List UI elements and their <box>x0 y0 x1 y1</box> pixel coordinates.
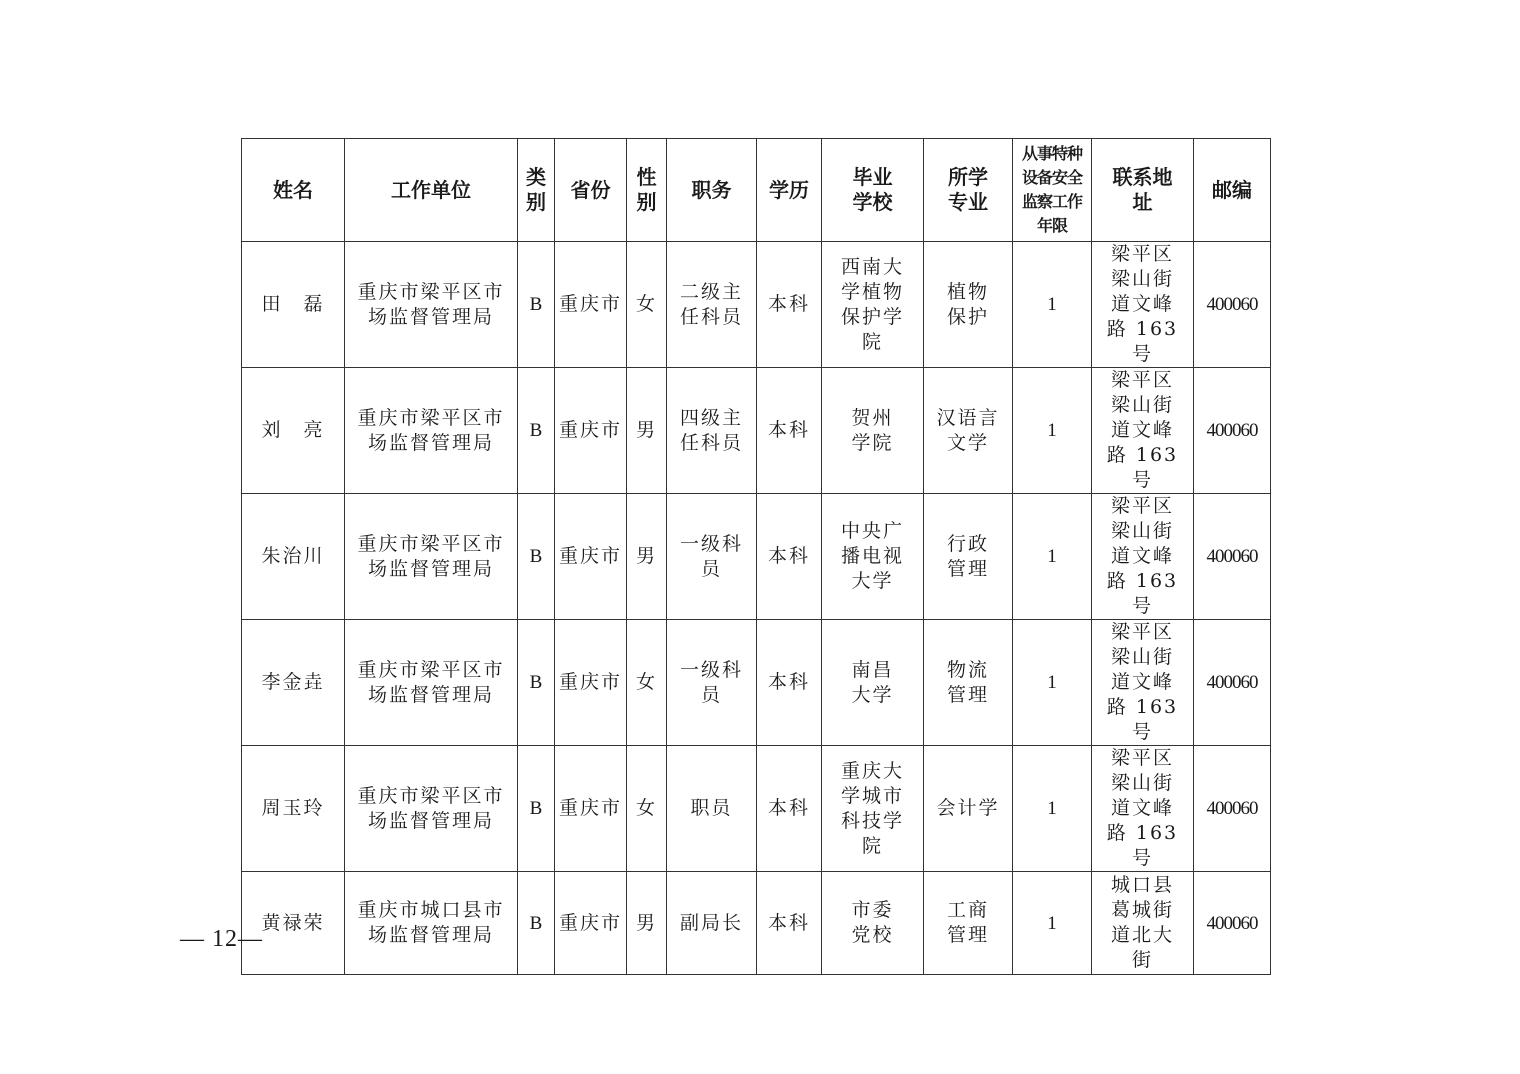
table-header-row <box>242 139 1271 242</box>
table-row <box>242 242 1271 368</box>
header-category: 类 别 <box>518 139 555 242</box>
cell-school: 西南大 学植物 保护学 院 <box>822 242 924 368</box>
cell-school: 市委 党校 <box>822 872 924 975</box>
cell-unit: 重庆市梁平区市 场监督管理局 <box>345 494 518 620</box>
cell-address: 梁平区 梁山街 道文峰 路 163 号 <box>1092 368 1194 494</box>
personnel-table <box>241 138 1271 975</box>
cell-school: 南昌 大学 <box>822 620 924 746</box>
cell-name: 黄禄荣 <box>242 872 345 975</box>
cell-province: 重庆市 <box>555 368 627 494</box>
cell-gender: 男 <box>627 368 667 494</box>
cell-name: 朱治川 <box>242 494 345 620</box>
cell-postal: 400060 <box>1194 242 1271 368</box>
cell-position: 二级主 任科员 <box>667 242 757 368</box>
cell-unit: 重庆市梁平区市 场监督管理局 <box>345 620 518 746</box>
cell-years: 1 <box>1013 620 1092 746</box>
cell-category: B <box>518 872 555 975</box>
cell-years: 1 <box>1013 746 1092 872</box>
cell-years: 1 <box>1013 242 1092 368</box>
cell-address: 梁平区 梁山街 道文峰 路 163 号 <box>1092 494 1194 620</box>
cell-postal: 400060 <box>1194 368 1271 494</box>
cell-education: 本科 <box>757 494 822 620</box>
table-row <box>242 494 1271 620</box>
cell-province: 重庆市 <box>555 620 627 746</box>
cell-postal: 400060 <box>1194 494 1271 620</box>
cell-address: 梁平区 梁山街 道文峰 路 163 号 <box>1092 620 1194 746</box>
cell-address: 梁平区 梁山街 道文峰 路 163 号 <box>1092 242 1194 368</box>
cell-category: B <box>518 368 555 494</box>
header-name: 姓名 <box>242 139 345 242</box>
table-row <box>242 620 1271 746</box>
cell-unit: 重庆市梁平区市 场监督管理局 <box>345 242 518 368</box>
cell-major: 工商 管理 <box>924 872 1013 975</box>
cell-name: 刘 亮 <box>242 368 345 494</box>
cell-unit: 重庆市城口县市 场监督管理局 <box>345 872 518 975</box>
cell-education: 本科 <box>757 746 822 872</box>
table-row <box>242 368 1271 494</box>
cell-address: 城口县 葛城街 道北大 街 <box>1092 872 1194 975</box>
cell-postal: 400060 <box>1194 872 1271 975</box>
cell-major: 汉语言 文学 <box>924 368 1013 494</box>
cell-gender: 女 <box>627 746 667 872</box>
cell-address: 梁平区 梁山街 道文峰 路 163 号 <box>1092 746 1194 872</box>
cell-name: 李金垚 <box>242 620 345 746</box>
cell-position: 一级科 员 <box>667 494 757 620</box>
cell-name: 田 磊 <box>242 242 345 368</box>
header-position: 职务 <box>667 139 757 242</box>
cell-years: 1 <box>1013 872 1092 975</box>
cell-province: 重庆市 <box>555 494 627 620</box>
header-major: 所学 专业 <box>924 139 1013 242</box>
cell-province: 重庆市 <box>555 872 627 975</box>
cell-years: 1 <box>1013 494 1092 620</box>
header-years: 从事特种 设备安全 监察工作 年限 <box>1013 139 1092 242</box>
cell-school: 中央广 播电视 大学 <box>822 494 924 620</box>
cell-position: 一级科 员 <box>667 620 757 746</box>
cell-gender: 男 <box>627 494 667 620</box>
cell-major: 物流 管理 <box>924 620 1013 746</box>
table-row <box>242 746 1271 872</box>
header-education: 学历 <box>757 139 822 242</box>
table-row <box>242 872 1271 975</box>
header-school: 毕业 学校 <box>822 139 924 242</box>
cell-name: 周玉玲 <box>242 746 345 872</box>
cell-unit: 重庆市梁平区市 场监督管理局 <box>345 368 518 494</box>
cell-major: 行政 管理 <box>924 494 1013 620</box>
cell-education: 本科 <box>757 242 822 368</box>
cell-position: 四级主 任科员 <box>667 368 757 494</box>
cell-years: 1 <box>1013 368 1092 494</box>
cell-unit: 重庆市梁平区市 场监督管理局 <box>345 746 518 872</box>
cell-category: B <box>518 242 555 368</box>
header-address: 联系地 址 <box>1092 139 1194 242</box>
cell-postal: 400060 <box>1194 746 1271 872</box>
cell-category: B <box>518 620 555 746</box>
cell-gender: 女 <box>627 620 667 746</box>
cell-postal: 400060 <box>1194 620 1271 746</box>
cell-category: B <box>518 746 555 872</box>
cell-major: 植物 保护 <box>924 242 1013 368</box>
cell-gender: 女 <box>627 242 667 368</box>
cell-position: 副局长 <box>667 872 757 975</box>
cell-education: 本科 <box>757 368 822 494</box>
page-number: — 12— <box>180 926 263 952</box>
header-gender: 性 别 <box>627 139 667 242</box>
cell-category: B <box>518 494 555 620</box>
cell-school: 重庆大 学城市 科技学 院 <box>822 746 924 872</box>
cell-education: 本科 <box>757 872 822 975</box>
cell-province: 重庆市 <box>555 746 627 872</box>
cell-position: 职员 <box>667 746 757 872</box>
cell-school: 贺州 学院 <box>822 368 924 494</box>
header-unit: 工作单位 <box>345 139 518 242</box>
cell-major: 会计学 <box>924 746 1013 872</box>
cell-education: 本科 <box>757 620 822 746</box>
cell-province: 重庆市 <box>555 242 627 368</box>
header-province: 省份 <box>555 139 627 242</box>
header-postal: 邮编 <box>1194 139 1271 242</box>
cell-gender: 男 <box>627 872 667 975</box>
